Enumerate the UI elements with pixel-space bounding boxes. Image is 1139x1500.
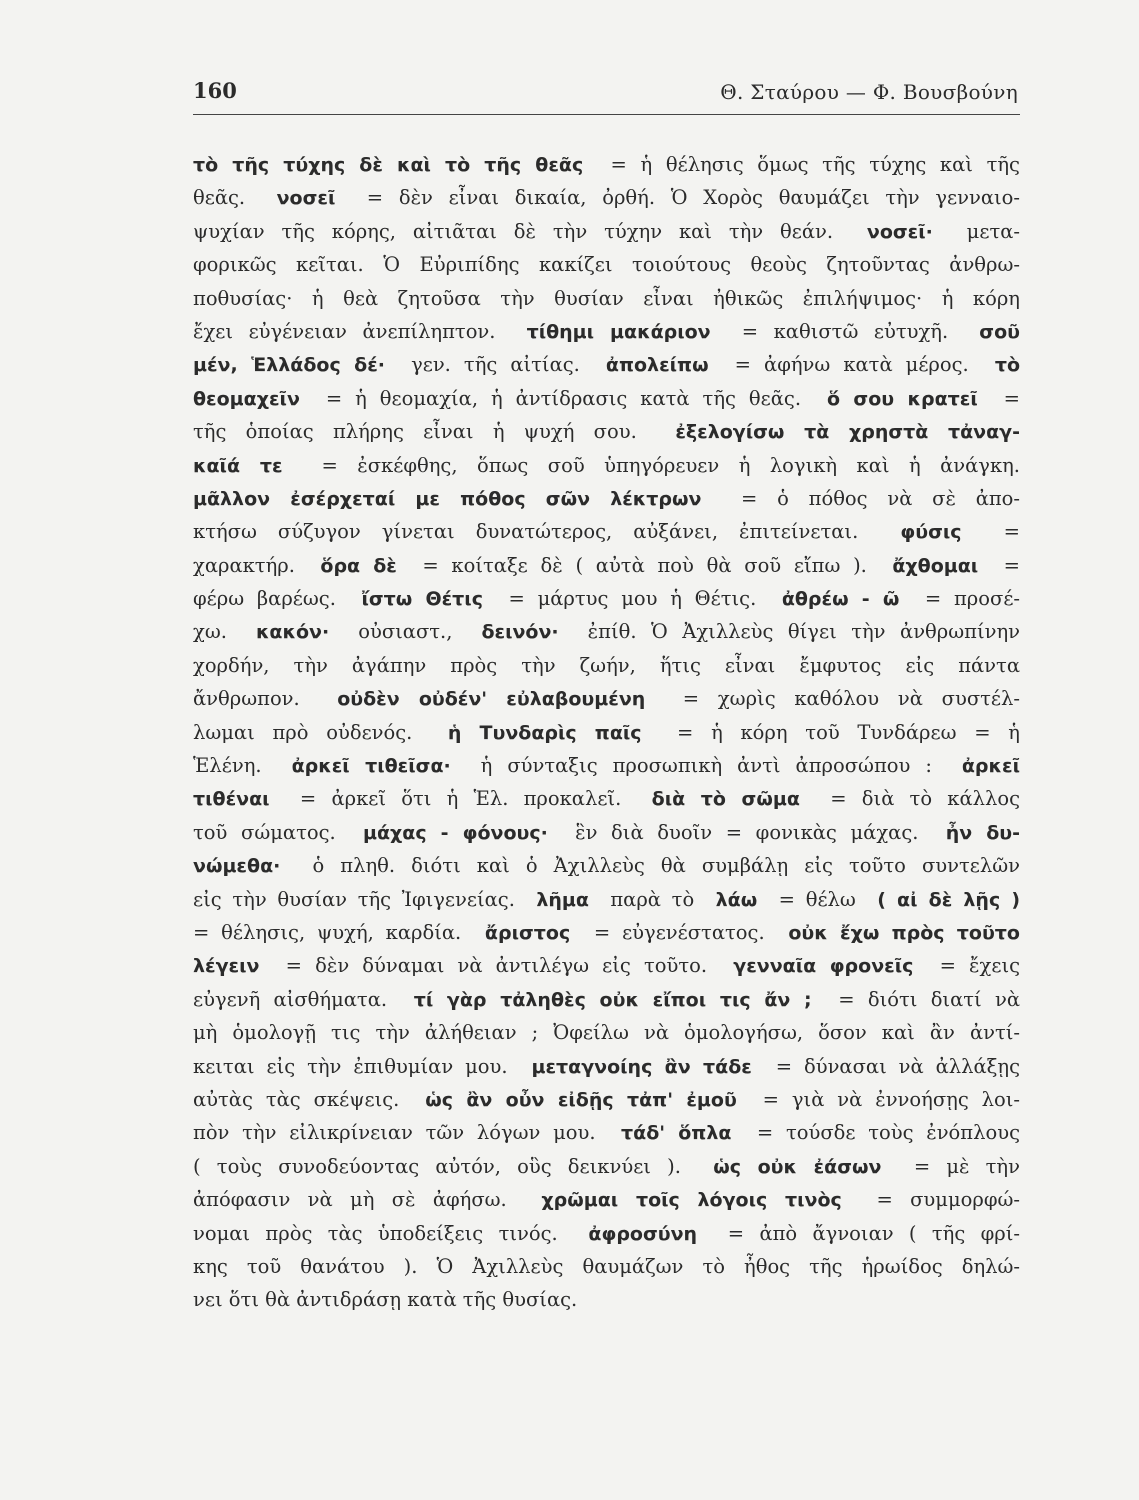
lemma-term: ὡς οὐκ ἐάσων <box>713 1155 882 1178</box>
gloss-text: = χωρὶς καθόλου νὰ συστέλ- <box>664 687 1020 711</box>
gloss-text: φέρω βαρέως. <box>193 587 349 611</box>
gloss-text: = ἀπὸ ἄγνοιαν ( τῆς φρί- <box>712 1221 1020 1245</box>
page-header <box>193 78 1020 115</box>
gloss-text: ἄνθρωπον. <box>193 687 319 711</box>
gloss-text: τοῦ σώματος. <box>193 820 350 844</box>
lemma-term: ( αἰ δὲ λῇς ) <box>877 888 1020 911</box>
lemma-term: μάχας - φόνους· <box>363 821 548 844</box>
gloss-text: οὐσιαστ., <box>343 620 467 644</box>
text-line <box>193 1150 1020 1183</box>
lemma-term: χρῶμαι τοῖς λόγοις τινὸς <box>541 1189 842 1212</box>
gloss-text: ψυχίαν τῆς κόρης, αἰτιᾶται δὲ τὴν τύχην καὶ τὴν θεάν. <box>193 219 850 243</box>
gloss-text: εἰς τὴν θυσίαν τῆς Ἰφιγενείας. <box>193 887 526 911</box>
gloss-text: = ἡ θεομαχία, ἡ ἀντίδρασις κατὰ τῆς θεᾶς. <box>312 386 815 410</box>
lemma-term: ἀρκεῖ <box>961 755 1020 778</box>
lemma-term: φύσις <box>900 521 962 544</box>
gloss-text: αὐτὰς τὰς σκέψεις. <box>193 1087 413 1111</box>
gloss-text: Ἑλένη. <box>193 754 277 778</box>
lemma-term: τί γὰρ τἀληθὲς οὐκ εἴποι τις ἄν ; <box>413 988 812 1011</box>
gloss-text: πὸν τὴν εἰλικρίνειαν τῶν λόγων μου. <box>193 1121 609 1145</box>
gloss-text: = δὲν δύναμαι νὰ ἀντιλέγω εἰς τοῦτο. <box>272 954 721 978</box>
text-line <box>193 615 1020 648</box>
gloss-text: = θέλησις, ψυχή, καρδία. <box>193 920 474 944</box>
lemma-term: οὐδὲν οὐδέν' εὐλαβουμένη <box>337 688 646 711</box>
gloss-text: = ἡ θέλησις ὅμως τῆς τύχης καὶ τῆς <box>596 153 1020 176</box>
lemma-term: μέν, Ἑλλάδος δέ· <box>193 354 386 377</box>
gloss-text: = <box>990 386 1020 410</box>
text-line <box>193 983 1020 1016</box>
text-line <box>193 649 1020 682</box>
gloss-text: = μὲ τὴν <box>897 1154 1020 1178</box>
lemma-term: τὸ τῆς τύχης δὲ καὶ τὸ τῆς θεᾶς <box>193 154 584 176</box>
lemma-term: νοσεῖ· <box>866 220 933 243</box>
lemma-term: μᾶλλον ἐσέρχεταί με πόθος σῶν λέκτρων <box>193 487 702 510</box>
gloss-text: ἀπόφασιν νὰ μὴ σὲ ἀφήσω. <box>193 1188 525 1212</box>
text-line <box>193 181 1020 214</box>
text-line <box>193 1183 1020 1216</box>
text-line <box>193 682 1020 715</box>
gloss-text: χορδήν, τὴν ἀγάπην πρὸς τὴν ζωήν, ἥτις εἶναι ἔμφυτος εἰς πάντα <box>193 653 1020 677</box>
lemma-term: γενναῖα φρονεῖς <box>733 955 914 978</box>
lemma-term: σοῦ <box>979 320 1020 343</box>
lemma-term: νώμεθα· <box>193 855 281 878</box>
text-line <box>193 749 1020 782</box>
lemma-term: ἀθρέω - ῶ <box>781 588 900 611</box>
text-line <box>193 716 1020 749</box>
gloss-text: χαρακτήρ. <box>193 553 308 577</box>
lemma-term: ἡ Τυνδαρὶς παῖς <box>447 721 642 744</box>
gloss-text: = δὲν εἶναι δικαία, ὀρθή. Ὁ Χορὸς θαυμάζει τὴν γενναιο- <box>351 186 1020 210</box>
gloss-text: κτήσω σύζυγον γίνεται δυνατώτερος, αὐξάνει, ἐπιτείνεται. <box>193 520 880 544</box>
gloss-text: ποθυσίας· ἡ θεὰ ζητοῦσα τὴν θυσίαν εἶναι ἠθικῶς ἐπιλήψιμος· ἡ κόρη <box>193 286 1020 310</box>
gloss-text: = ἔχεις <box>926 954 1020 978</box>
gloss-text: = μάρτυς μου ἡ Θέτις. <box>495 587 770 611</box>
gloss-text: = <box>990 553 1020 577</box>
text-line <box>193 449 1020 482</box>
gloss-text: = ἀρκεῖ ὅτι ἡ Ἑλ. προκαλεῖ. <box>284 787 637 811</box>
text-line <box>193 248 1020 281</box>
gloss-text: = προσέ- <box>912 587 1020 611</box>
lemma-term: λάω <box>715 888 758 911</box>
gloss-text: γεν. τῆς αἰτίας. <box>398 353 593 377</box>
gloss-text: = δύνασαι νὰ ἀλλάξῃς <box>763 1054 1020 1078</box>
gloss-text: ἐπίθ. Ὁ Ἀχιλλεὺς θίγει τὴν ἀνθρωπίνην <box>573 620 1020 644</box>
gloss-text: = καθιστῶ εὐτυχῆ. <box>726 319 964 343</box>
lemma-term: ἄχθομαι <box>892 554 979 577</box>
text-line <box>193 282 1020 315</box>
lemma-term: τίθημι μακάριον <box>526 320 711 343</box>
gloss-text: = συμμορφώ- <box>859 1188 1020 1212</box>
text-line <box>193 415 1020 448</box>
page-number: 160 <box>193 78 237 103</box>
text-line <box>193 1217 1020 1250</box>
lemma-term: ἀφροσύνη <box>588 1222 698 1245</box>
lemma-term: καῖά τε <box>193 454 283 477</box>
gloss-text: ἓν διὰ δυοῖν = φονικὰς μάχας. <box>561 820 933 844</box>
text-line <box>193 782 1020 815</box>
gloss-text: = ἡ κόρη τοῦ Τυνδάρεω = ἡ <box>659 720 1020 744</box>
gloss-text: = διότι διατί νὰ <box>824 987 1020 1011</box>
gloss-text: εὐγενῆ αἰσθήματα. <box>193 987 401 1011</box>
text-line <box>193 883 1020 916</box>
text-line <box>193 1083 1020 1116</box>
gloss-text: χω. <box>193 620 242 644</box>
text-line <box>193 1250 1020 1283</box>
lemma-term: ἀπολείπω <box>605 354 709 377</box>
gloss-text: = κοίταξε δὲ ( αὐτὰ ποὺ θὰ σοῦ εἴπω ). <box>409 553 880 577</box>
gloss-text: = τούσδε τοὺς ἐνόπλους <box>744 1121 1020 1145</box>
lemma-term: τάδ' ὅπλα <box>621 1122 732 1145</box>
gloss-text: ὁ πληθ. διότι καὶ ὁ Ἀχιλλεὺς θὰ συμβάλῃ εἰς τοῦτο συντελῶν <box>296 854 1020 878</box>
gloss-text: μὴ ὁμολογῇ τις τὴν ἀλήθειαν ; Ὀφείλω νὰ ὁμολογήσω, ὅσον καὶ ἂν ἀντί- <box>193 1021 1020 1045</box>
lemma-term: τὸ <box>994 354 1020 377</box>
gloss-text: παρὰ τὸ <box>599 887 705 911</box>
text-line <box>193 549 1020 582</box>
lemma-term: μεταγνοίης ἂν τάδε <box>531 1055 752 1078</box>
text-line <box>193 382 1020 415</box>
lemma-term: λῆμα <box>536 888 589 911</box>
lemma-term: ὅ σου κρατεῖ <box>826 387 978 410</box>
text-line <box>193 1283 1020 1316</box>
text-line <box>193 949 1020 982</box>
text-line <box>193 148 1020 181</box>
lemma-term: ὡς ἂν οὖν εἰδῇς τἀπ' ἐμοῦ <box>425 1088 737 1111</box>
gloss-text: κειται εἰς τὴν ἐπιθυμίαν μου. <box>193 1054 520 1078</box>
gloss-text: κης τοῦ θανάτου ). Ὁ Ἀχιλλεὺς θαυμάζων τὸ ἦθος τῆς ἡρωίδος δηλώ- <box>193 1254 1020 1278</box>
text-line <box>193 482 1020 515</box>
gloss-text: = ὁ πόθος νὰ σὲ ἀπο- <box>721 486 1020 510</box>
gloss-text: = διὰ τὸ κάλλος <box>815 787 1020 811</box>
lemma-term: ἦν δυ- <box>945 821 1020 844</box>
text-line <box>193 582 1020 615</box>
gloss-text: θεᾶς. <box>193 186 261 210</box>
gloss-text: φορικῶς κεῖται. Ὁ Εὐριπίδης κακίζει τοιούτους θεοὺς ζητοῦντας ἀνθρω- <box>193 253 1020 277</box>
text-line <box>193 215 1020 248</box>
gloss-text: = θέλω <box>767 887 867 911</box>
gloss-text: = ἐσκέφθης, ὅπως σοῦ ὑπηγόρευεν ἡ λογικὴ καὶ ἡ ἀνάγκη. <box>302 453 1020 477</box>
text-line <box>193 348 1020 381</box>
lemma-term: ἄριστος <box>484 921 571 944</box>
gloss-text: τῆς ὁποίας πλήρης εἶναι ἡ ψυχή σου. <box>193 420 657 444</box>
gloss-text: νομαι πρὸς τὰς ὑποδείξεις τινός. <box>193 1221 574 1245</box>
gloss-text: ( τοὺς συνοδεύοντας αὐτόν, οὓς δεικνύει ). <box>193 1154 698 1178</box>
lemma-term: ἀρκεῖ τιθεῖσα· <box>291 755 451 778</box>
lemma-term: τιθέναι <box>193 788 270 811</box>
text-line <box>193 1116 1020 1149</box>
lemma-term: λέγειν <box>193 955 260 978</box>
gloss-text: ἔχει εὐγένειαν ἀνεπίληπτον. <box>193 319 512 343</box>
lemma-term: κακόν· <box>255 621 330 644</box>
gloss-text: = <box>982 520 1020 544</box>
text-line <box>193 816 1020 849</box>
text-line <box>193 515 1020 548</box>
text-line <box>193 1016 1020 1049</box>
lemma-term: ἴστω Θέτις <box>361 588 483 611</box>
text-line <box>193 916 1020 949</box>
text-line <box>193 849 1020 882</box>
gloss-text: νει ὅτι θὰ ἀντιδράσῃ κατὰ τῆς θυσίας. <box>193 1288 578 1312</box>
lemma-term: θεομαχεῖν <box>193 387 300 410</box>
lemma-term: ἐξελογίσω τὰ χρηστὰ τἀναγ- <box>675 421 1020 444</box>
text-line <box>193 1050 1020 1083</box>
gloss-text: = ἀφήνω κατὰ μέρος. <box>721 353 982 377</box>
gloss-text: = γιὰ νὰ ἐννοήσῃς λοι- <box>749 1087 1020 1111</box>
lemma-term: νοσεῖ <box>276 187 336 210</box>
lemma-term: ὅρα δὲ <box>320 554 397 577</box>
text-line <box>193 315 1020 348</box>
gloss-text: = εὐγενέστατος. <box>582 920 777 944</box>
gloss-text: λωμαι πρὸ οὐδενός. <box>193 720 431 744</box>
lemma-term: διὰ τὸ σῶμα <box>651 788 800 811</box>
running-head: Θ. Σταύρου — Φ. Βουσβούνη <box>720 80 1018 104</box>
gloss-text: ἡ σύνταξις προσωπικὴ ἀντὶ ἀπροσώπου : <box>465 754 947 778</box>
lemma-term: οὐκ ἔχω πρὸς τοῦτο <box>788 921 1020 944</box>
gloss-text: μετα- <box>949 219 1020 243</box>
commentary-text <box>193 148 1020 1317</box>
lemma-term: δεινόν· <box>481 621 559 644</box>
